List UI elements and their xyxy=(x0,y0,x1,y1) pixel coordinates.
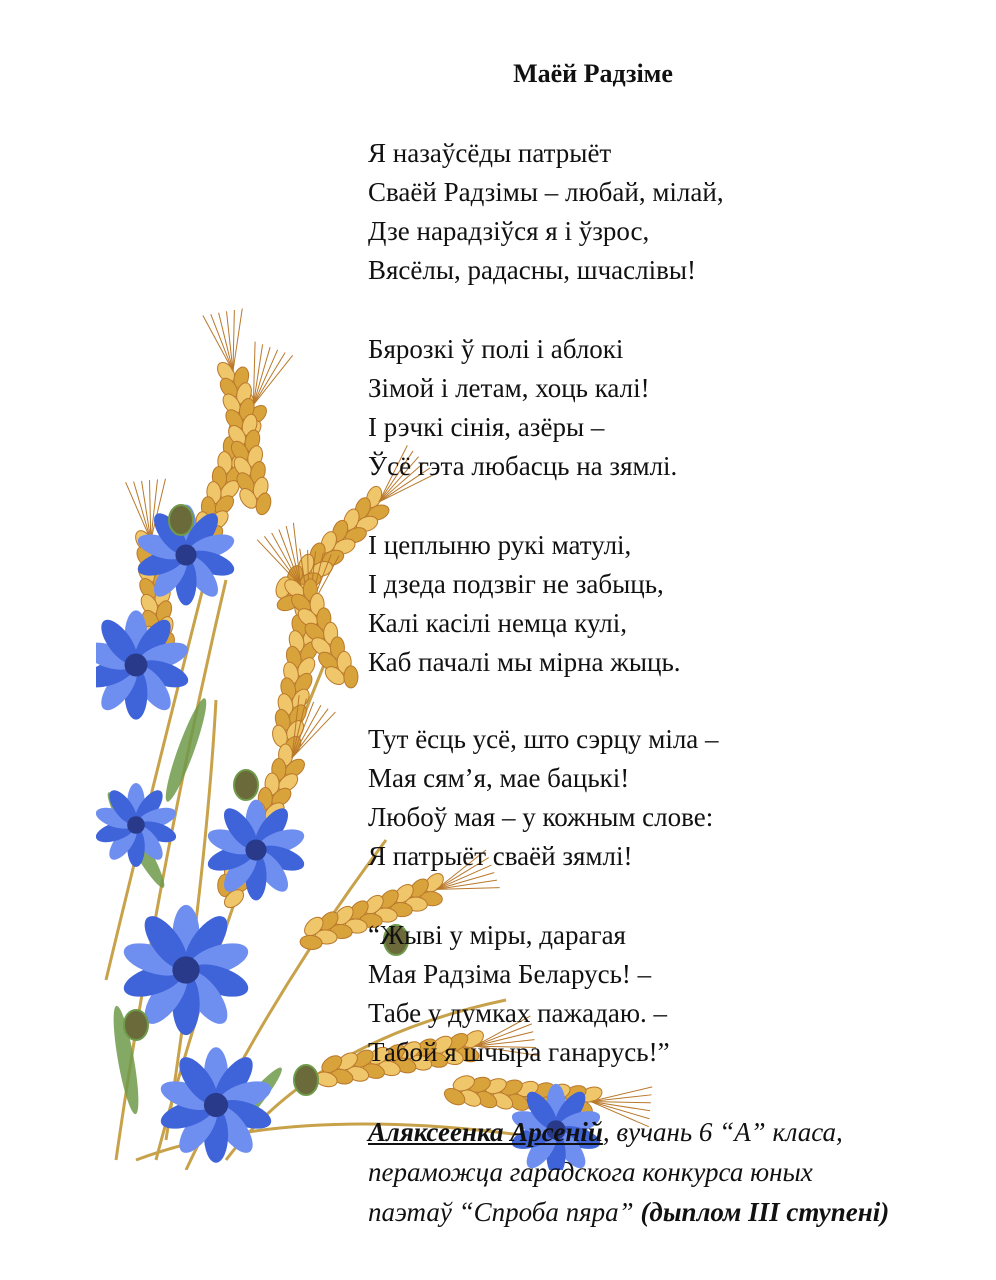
cornflower-center-icon xyxy=(245,839,266,860)
author-name: Аляксеенка Арсеній xyxy=(368,1117,603,1147)
flower-bud-icon xyxy=(294,1065,318,1095)
poem-line: Ўсё гэта любасць на зямлі. xyxy=(368,451,678,481)
cornflower-center-icon xyxy=(127,816,145,834)
poem-line: Табой я шчыра ганарусь!” xyxy=(368,1037,670,1067)
contest-name: паэтаў “Спроба пяра” xyxy=(368,1197,641,1227)
stanza-5 xyxy=(368,916,670,1072)
poem-line: Вясёлы, радасны, шчаслівы! xyxy=(368,255,696,285)
signature-line-2: пераможца гарадскога конкурса юных xyxy=(368,1157,813,1187)
wheat-awn xyxy=(253,348,285,408)
poem-line: Любоў мая – у кожным слове: xyxy=(368,802,714,832)
poem-line: І дзеда подзвіг не забыць, xyxy=(368,569,664,599)
stanza-2 xyxy=(368,330,677,486)
signature-line-1 xyxy=(368,1112,968,1152)
poem-line: Мая сям’я, мае бацькі! xyxy=(368,763,630,793)
poem-title: Маёй Радзіме xyxy=(513,59,673,88)
cornflower-center-icon xyxy=(175,544,196,565)
poem-line: Зімой і летам, хоць калі! xyxy=(368,373,650,403)
poem-line: Мая Радзіма Беларусь! – xyxy=(368,959,652,989)
flower-bud-icon xyxy=(124,1010,148,1040)
poem-line: Я назаўсёды патрыёт xyxy=(368,138,612,168)
flower-bud-icon xyxy=(169,505,193,535)
poem-line: Я патрыёт сваёй зямлі! xyxy=(368,841,633,871)
wheat-grain-icon xyxy=(344,666,358,688)
poem-line: “Жыві у міры, дарагая xyxy=(368,920,626,950)
signature-line-3 xyxy=(368,1192,968,1232)
poem-line: Каб пачалі мы мірна жыць. xyxy=(368,647,681,677)
cornflower-center-icon xyxy=(125,654,148,677)
stanza-4 xyxy=(368,720,719,876)
poem-line: І рэчкі сінія, азёры – xyxy=(368,412,605,442)
author-signature xyxy=(368,1112,968,1232)
stanza-1 xyxy=(368,134,724,290)
poem-line: Калі касілі немца кулі, xyxy=(368,608,627,638)
poem-line: Тут ёсць усё, што сэрцу міла – xyxy=(368,724,719,754)
poem-line: І цеплыню рукі матулі, xyxy=(368,530,632,560)
stanza-3 xyxy=(368,526,681,682)
award-text: (дыплом ІІІ ступені) xyxy=(640,1197,890,1227)
poem-line: Бярозкі ў полі і аблокі xyxy=(368,334,624,364)
cornflower-center-icon xyxy=(204,1093,228,1117)
poem-line: Дзе нарадзіўся я і ўзрос, xyxy=(368,216,650,246)
wheat-awn xyxy=(253,348,277,406)
flower-bud-icon xyxy=(234,770,258,800)
cornflower-center-icon xyxy=(172,956,199,983)
author-class: , вучань 6 “А” класа, xyxy=(602,1117,843,1147)
poem-line: Табе у думках пажадаю. – xyxy=(368,998,668,1028)
wheat-awn xyxy=(253,348,292,411)
leaf-icon xyxy=(160,696,213,805)
poem-line: Сваёй Радзімы – любай, мілай, xyxy=(368,177,724,207)
